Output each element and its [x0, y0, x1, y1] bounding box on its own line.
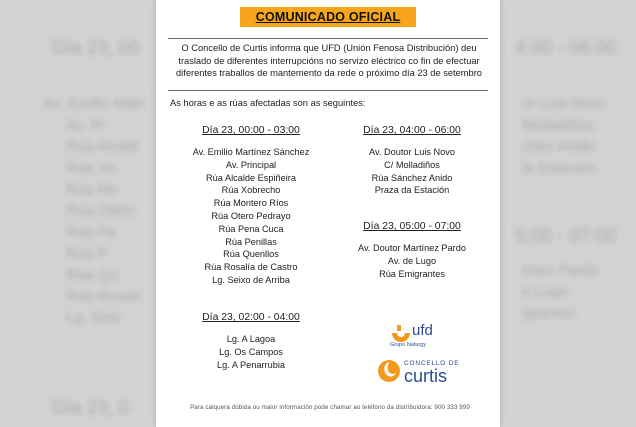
- concello-label: CONCELLO DE: [404, 360, 460, 367]
- schedule-heading: Día 23, 00:00 - 03:00: [202, 125, 300, 136]
- background-ghost-text: Rúa Alcald: [66, 138, 138, 156]
- background-ghost-text: tínez Pardo: [522, 262, 599, 279]
- schedule-group-3: [334, 125, 490, 197]
- background-ghost-text: Av. Emilio Mart: [44, 95, 144, 113]
- street-list: [166, 146, 336, 287]
- street-name: Rúa Xobrecho: [221, 185, 281, 196]
- schedule-heading: Día 23, 04:00 - 06:00: [363, 125, 461, 136]
- background-ghost-text: Día 23, 00: [52, 38, 140, 59]
- street-name: Av. Doutor Luis Novo: [369, 147, 455, 157]
- background-ghost-text: chez Anido: [522, 138, 596, 156]
- background-ghost-text: Rúa Qu: [66, 266, 118, 284]
- street-name: Rúa Emigrantes: [379, 268, 445, 279]
- background-ghost-text: Día 23, 0: [52, 398, 130, 419]
- street-name: C/ Molladiños: [384, 159, 440, 170]
- street-name: Lg. Seixo de Arriba: [212, 274, 290, 285]
- announcement-title: COMUNICADO OFICIAL: [240, 7, 417, 27]
- curtis-wordmark: curtis: [404, 366, 448, 386]
- schedule-group-4: [334, 221, 490, 280]
- street-name: Rúa Alcalde Espiñeira: [206, 172, 296, 183]
- background-ghost-text: or Luis Novo: [522, 95, 607, 113]
- background-ghost-text: la Estación: [522, 159, 596, 177]
- street-name: Lg. Os Campos: [219, 346, 283, 357]
- top-divider: [168, 38, 488, 39]
- street-list: [166, 333, 336, 371]
- schedule-heading: Día 23, 05:00 - 07:00: [363, 221, 461, 232]
- street-name: Rúa Penillas: [225, 236, 277, 247]
- street-name: Av. Principal: [225, 159, 277, 170]
- street-name: Rúa Montero Ríos: [213, 198, 289, 209]
- background-ghost-text: Rúa Xo: [66, 159, 117, 177]
- background-ghost-text: Rúa Pe: [66, 223, 117, 241]
- background-ghost-text: Rúa P: [66, 245, 108, 263]
- background-ghost-text: Rúa Otero: [66, 202, 136, 220]
- background-ghost-text: Molladiños: [522, 116, 594, 134]
- mid-divider: [168, 90, 488, 91]
- concello-curtis-logo: [376, 355, 471, 387]
- announcement-card: [156, 0, 500, 427]
- right-vignette: [500, 0, 636, 427]
- schedule-heading: Día 23, 02:00 - 04:00: [202, 312, 300, 323]
- schedule-group-1: [166, 125, 336, 287]
- street-name: Rúa Sánchez Anido: [371, 172, 453, 183]
- background-ghost-text: Av. Pr: [66, 116, 106, 134]
- intro-paragraph: O Concello de Curtis informa que UFD (Unión Fenosa Distribución) deu traslado de diferentes interrupcións no servizo eléctrico co fin de efectuar diferentes traballos de mantemento da rede o próximo día 23 de setembro: [176, 43, 482, 79]
- background-ghost-text: 4:00 - 06:00: [515, 38, 617, 59]
- ufd-subtitle: Grupo Naturgy: [390, 342, 427, 348]
- street-name: Rúa Rosalía de Castro: [204, 262, 298, 273]
- street-list: [334, 242, 490, 280]
- footer-note: Para calquera dúbida ou maior información pode chamar ao teléfono da distribuidora: 900 333 999: [190, 404, 470, 411]
- ufd-logo: [388, 317, 448, 351]
- schedule-group-2: [166, 312, 336, 371]
- street-name: Lg. A Lagoa: [226, 334, 276, 344]
- background-ghost-text: 5:00 - 07:00: [515, 226, 617, 247]
- background-ghost-text: Rúa Rosalí: [66, 288, 141, 305]
- background-ghost-text: Lg. Seix: [66, 309, 121, 327]
- lead-text: As horas e as rúas afectadas son as seguintes:: [170, 98, 366, 108]
- ufd-wordmark: ufd: [412, 322, 433, 339]
- background-ghost-text: Rúa Mo: [66, 181, 119, 198]
- street-name: Rúa Otero Pedrayo: [211, 210, 291, 221]
- street-list: [334, 146, 490, 197]
- street-name: Av. de Lugo: [387, 255, 437, 266]
- street-name: Av. Emilio Martínez Sánchez: [192, 147, 310, 157]
- background-ghost-text: e Lugo: [522, 283, 568, 301]
- street-name: Lg. A Penarrubia: [217, 359, 285, 370]
- background-ghost-text: igrantes: [522, 304, 576, 322]
- street-name: Praza da Estación: [374, 185, 450, 196]
- street-name: Rúa Quenllos: [223, 249, 279, 260]
- street-name: Av. Doutor Martínez Pardo: [358, 243, 466, 253]
- street-name: Rúa Pena Cuca: [218, 223, 284, 234]
